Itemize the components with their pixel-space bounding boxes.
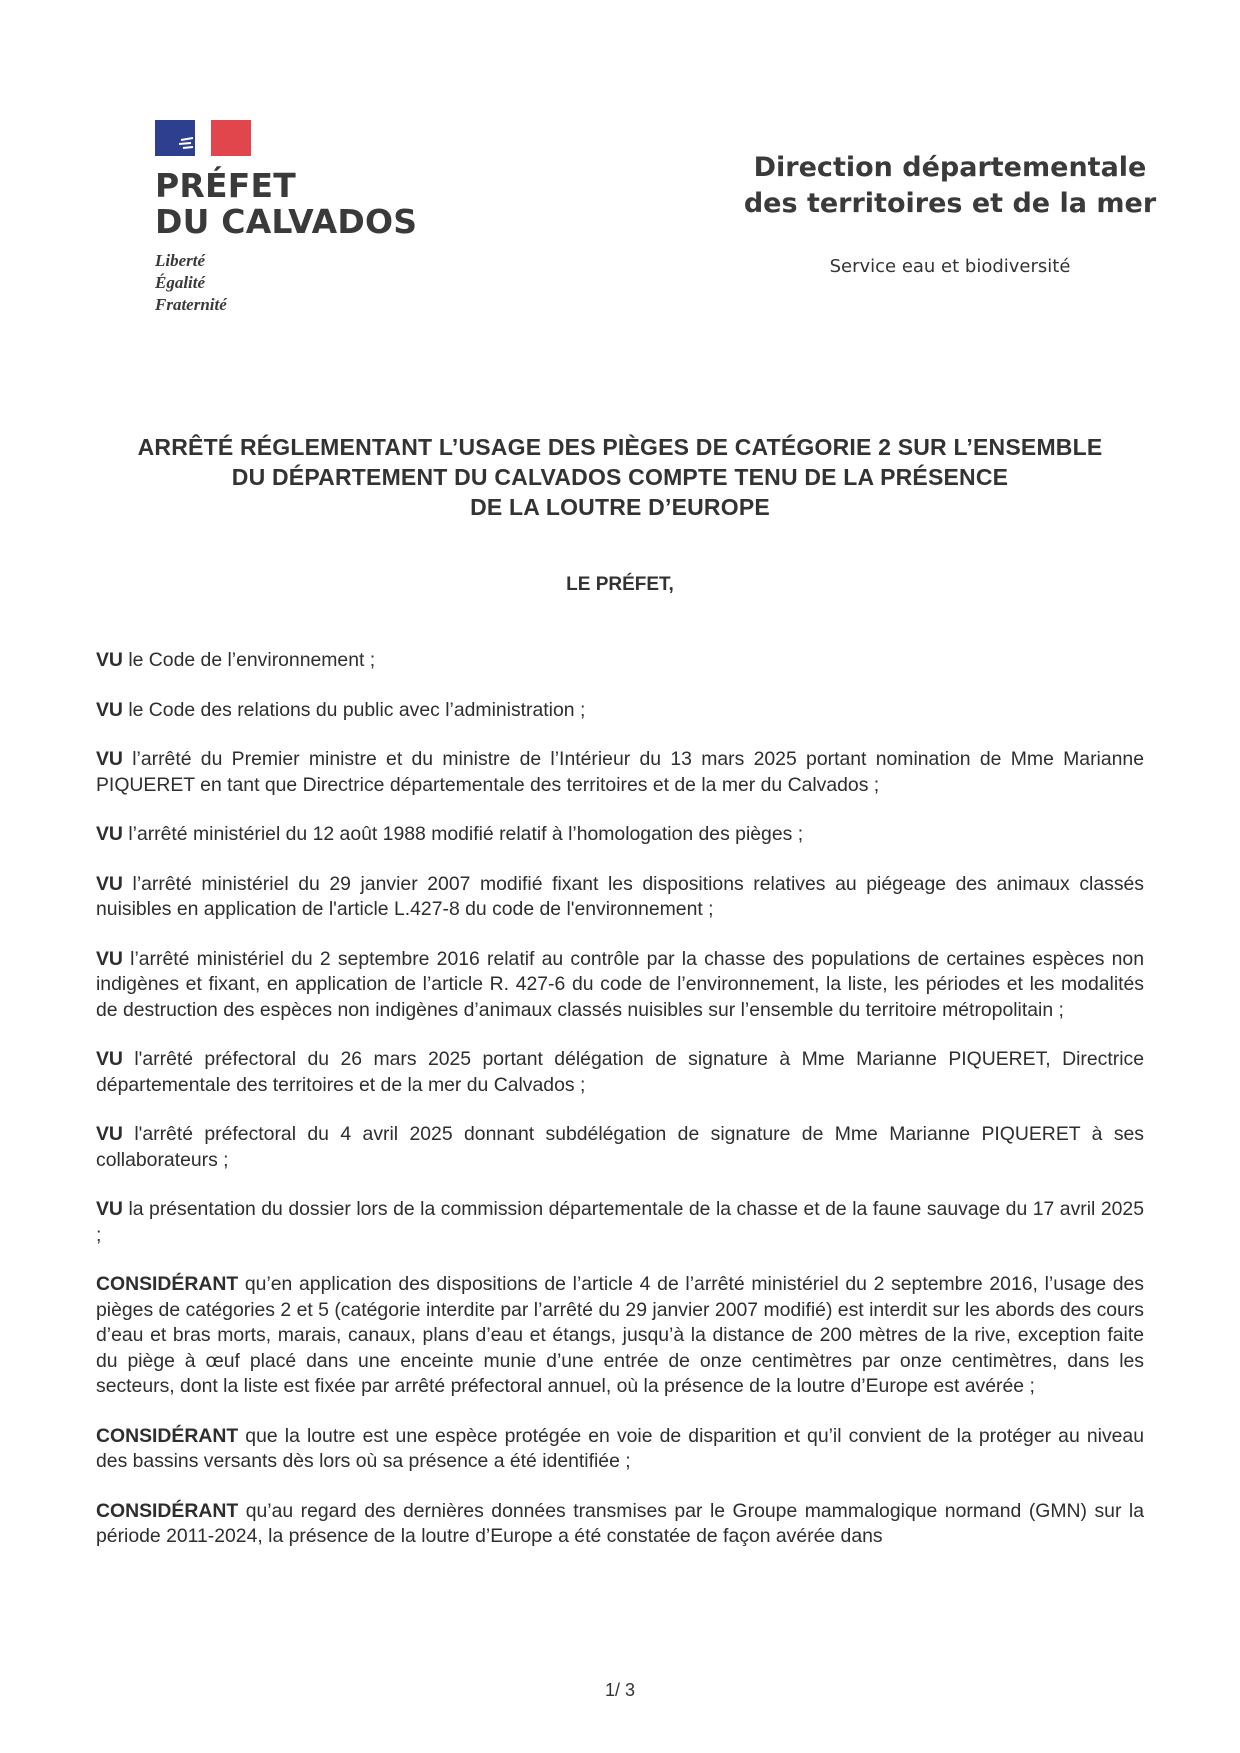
paragraph-keyword: CONSIDÉRANT xyxy=(96,1273,239,1295)
devise xyxy=(155,250,417,316)
paragraph-considerant xyxy=(96,1272,1144,1400)
devise-egalite: Égalité xyxy=(155,273,206,292)
paragraph-text: l’arrêté ministériel du 29 janvier 2007 modifié fixant les dispositions relatives au piégeage des animaux classés nuisibles en application de l'article L.427-8 du code de l'environnement ; xyxy=(96,872,1144,920)
paragraph-text: l’arrêté du Premier ministre et du ministre de l’Intérieur du 13 mars 2025 portant nomination de Mme Marianne PIQUERET en tant que Directrice départementale des territoires et de la mer du Calvados ; xyxy=(96,748,1144,796)
paragraph-vu xyxy=(96,1047,1144,1098)
paragraph-keyword: VU xyxy=(96,1048,123,1070)
paragraph-vu xyxy=(96,698,1144,724)
title-line-3: DE LA LOUTRE D’EUROPE xyxy=(470,494,770,520)
prefecture-logo xyxy=(155,120,417,316)
paragraph-vu xyxy=(96,648,1144,674)
paragraph-vu xyxy=(96,872,1144,923)
paragraph-text: l’arrêté ministériel du 12 août 1988 modifié relatif à l’homologation des pièges ; xyxy=(122,823,804,845)
prefet-line-1: PRÉFET xyxy=(155,166,296,205)
paragraph-considerant xyxy=(96,1424,1144,1475)
paragraph-text: qu’en application des dispositions de l’article 4 de l’arrêté ministériel du 2 septembre 2016, l’usage des pièges de catégories 2 et 5 (catégorie interdite par l’arrêté du 29 janvier 2007 modifié) est interdit sur les abords des cours d’eau et bras morts, marais, canaux, plans d’eau et étangs, jusqu’à la distance de 200 mètres de la rive, exception faite du piège à œuf placé dans une enceinte munie d’une entrée de onze centimètres par onze centimètres, dans les secteurs, dont la liste est fixée par arrêté préfectoral annuel, où la présence de la loutre d’Europe est avérée ; xyxy=(96,1273,1144,1397)
paragraph-keyword: CONSIDÉRANT xyxy=(96,1499,239,1522)
paragraph-text: l'arrêté préfectoral du 26 mars 2025 portant délégation de signature à Mme Marianne PIQUERET, Directrice départementale des territoires et de la mer du Calvados ; xyxy=(96,1048,1144,1096)
title-line-2: DU DÉPARTEMENT DU CALVADOS COMPTE TENU DE LA PRÉSENCE xyxy=(231,464,1009,490)
paragraph-vu xyxy=(96,1122,1144,1173)
paragraph-keyword: VU xyxy=(96,823,123,845)
paragraph-vu xyxy=(96,947,1144,1024)
paragraph-text: qu’au regard des dernières données transmises par le Groupe mammalogique normand (GMN) sur la période 2011-2024, la présence de la loutre d’Europe a été constatée de façon avérée dans xyxy=(96,1499,1144,1547)
devise-fraternite: Fraternité xyxy=(155,295,227,314)
title-line-1: ARRÊTÉ RÉGLEMENTANT L’USAGE DES PIÈGES DE CATÉGORIE 2 SUR L’ENSEMBLE xyxy=(137,434,1103,460)
direction-name xyxy=(740,150,1160,222)
le-prefet-heading: LE PRÉFET, xyxy=(566,574,674,595)
prefet-line-2: DU CALVADOS xyxy=(155,202,418,241)
paragraph-vu xyxy=(96,747,1144,798)
paragraph-vu xyxy=(96,822,1144,848)
paragraph-keyword: VU xyxy=(96,947,123,970)
prefet-title xyxy=(155,168,417,240)
paragraph-keyword: CONSIDÉRANT xyxy=(96,1424,239,1447)
paragraph-text: le Code de l’environnement ; xyxy=(122,649,376,671)
paragraph-text: l'arrêté préfectoral du 4 avril 2025 donnant subdélégation de signature de Mme Marianne PIQUERET à ses collaborateurs ; xyxy=(96,1123,1144,1171)
page-number: 1/ 3 xyxy=(604,1680,636,1700)
document-title xyxy=(90,432,1150,522)
paragraph-keyword: VU xyxy=(96,872,123,895)
paragraph-keyword: VU xyxy=(96,649,123,671)
direction-line-1: Direction départementale xyxy=(753,152,1147,183)
paragraph-keyword: VU xyxy=(96,1198,123,1220)
direction-line-2: des territoires et de la mer xyxy=(743,188,1157,219)
paragraph-text: le Code des relations du public avec l’administration ; xyxy=(122,698,586,721)
paragraph-text: l’arrêté ministériel du 2 septembre 2016 relatif au contrôle par la chasse des populations de certaines espèces non indigènes et fixant, en application de l’article R. 427-6 du code de l’environnement, la liste, les périodes et les modalités de destruction des espèces non indigènes d’animaux classés nuisibles sur l’ensemble du territoire métropolitain ; xyxy=(96,947,1144,1021)
paragraph-keyword: VU xyxy=(96,698,123,721)
paragraph-keyword: VU xyxy=(96,1123,123,1145)
devise-liberte: Liberté xyxy=(155,251,206,270)
paragraph-vu xyxy=(96,1197,1144,1248)
service-name: Service eau et biodiversité xyxy=(829,256,1071,277)
marianne-flag-icon xyxy=(155,120,251,156)
document-body xyxy=(96,648,1144,1574)
paragraph-text: que la loutre est une espèce protégée en voie de disparition et qu’il convient de la protéger au niveau des bassins versants dès lors où sa présence a été identifiée ; xyxy=(96,1424,1144,1472)
paragraph-text: la présentation du dossier lors de la commission départementale de la chasse et de la faune sauvage du 17 avril 2025 ; xyxy=(96,1198,1144,1246)
paragraph-considerant xyxy=(96,1499,1144,1550)
paragraph-keyword: VU xyxy=(96,748,123,770)
